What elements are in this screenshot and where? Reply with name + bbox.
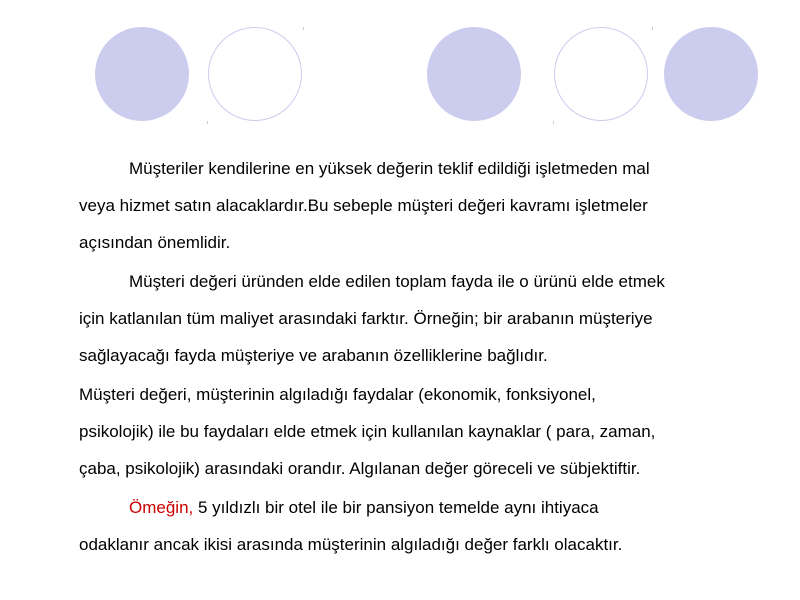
highlight-word: Ömeğin, bbox=[129, 498, 194, 517]
paragraph-line: çaba, psikolojik) arasındaki orandır. Algılanan değer göreceli ve sübjektiftir. bbox=[79, 459, 641, 478]
decorative-circle-filled bbox=[95, 27, 189, 121]
paragraph-line: odaklanır ancak ikisi arasında müşterinin algıladığı değer farklı olacaktır. bbox=[79, 535, 623, 554]
paragraph-line: psikolojik) ile bu faydaları elde etmek için kullanılan kaynaklar ( para, zaman, bbox=[79, 422, 656, 441]
paragraph-line: sağlayacağı fayda müşteriye ve arabanın özelliklerine bağlıdır. bbox=[79, 346, 548, 365]
decorative-circle-filled bbox=[427, 27, 521, 121]
paragraph-line bbox=[79, 498, 599, 517]
paragraph-line: veya hizmet satın alacaklardır.Bu sebeple müşteri değeri kavramı işletmeler bbox=[79, 196, 648, 215]
decorative-circle-outline bbox=[208, 27, 302, 121]
decorative-circle-outline bbox=[554, 27, 648, 121]
paragraph-line: açısından önemlidir. bbox=[79, 233, 231, 252]
paragraph-line: Müşteriler kendilerine en yüksek değerin teklif edildiği işletmeden mal bbox=[129, 159, 650, 178]
decorative-tick bbox=[553, 121, 554, 124]
paragraph-line: için katlanılan tüm maliyet arasındaki farktır. Örneğin; bir arabanın müşteriye bbox=[79, 309, 653, 328]
paragraph-line: Müşteri değeri üründen elde edilen toplam fayda ile o ürünü elde etmek bbox=[129, 272, 665, 291]
decorative-circle-filled bbox=[664, 27, 758, 121]
paragraph-line-rest: 5 yıldızlı bir otel ile bir pansiyon temelde aynı ihtiyaca bbox=[193, 498, 599, 517]
paragraph-2 bbox=[79, 263, 769, 374]
paragraph-4 bbox=[79, 489, 769, 563]
decorative-tick bbox=[652, 27, 653, 30]
paragraph-3 bbox=[79, 376, 769, 487]
decorative-tick bbox=[207, 121, 208, 124]
slide-body bbox=[79, 150, 769, 563]
paragraph-1 bbox=[79, 150, 769, 261]
paragraph-line: Müşteri değeri, müşterinin algıladığı faydalar (ekonomik, fonksiyonel, bbox=[79, 385, 596, 404]
decorative-tick bbox=[303, 27, 304, 30]
